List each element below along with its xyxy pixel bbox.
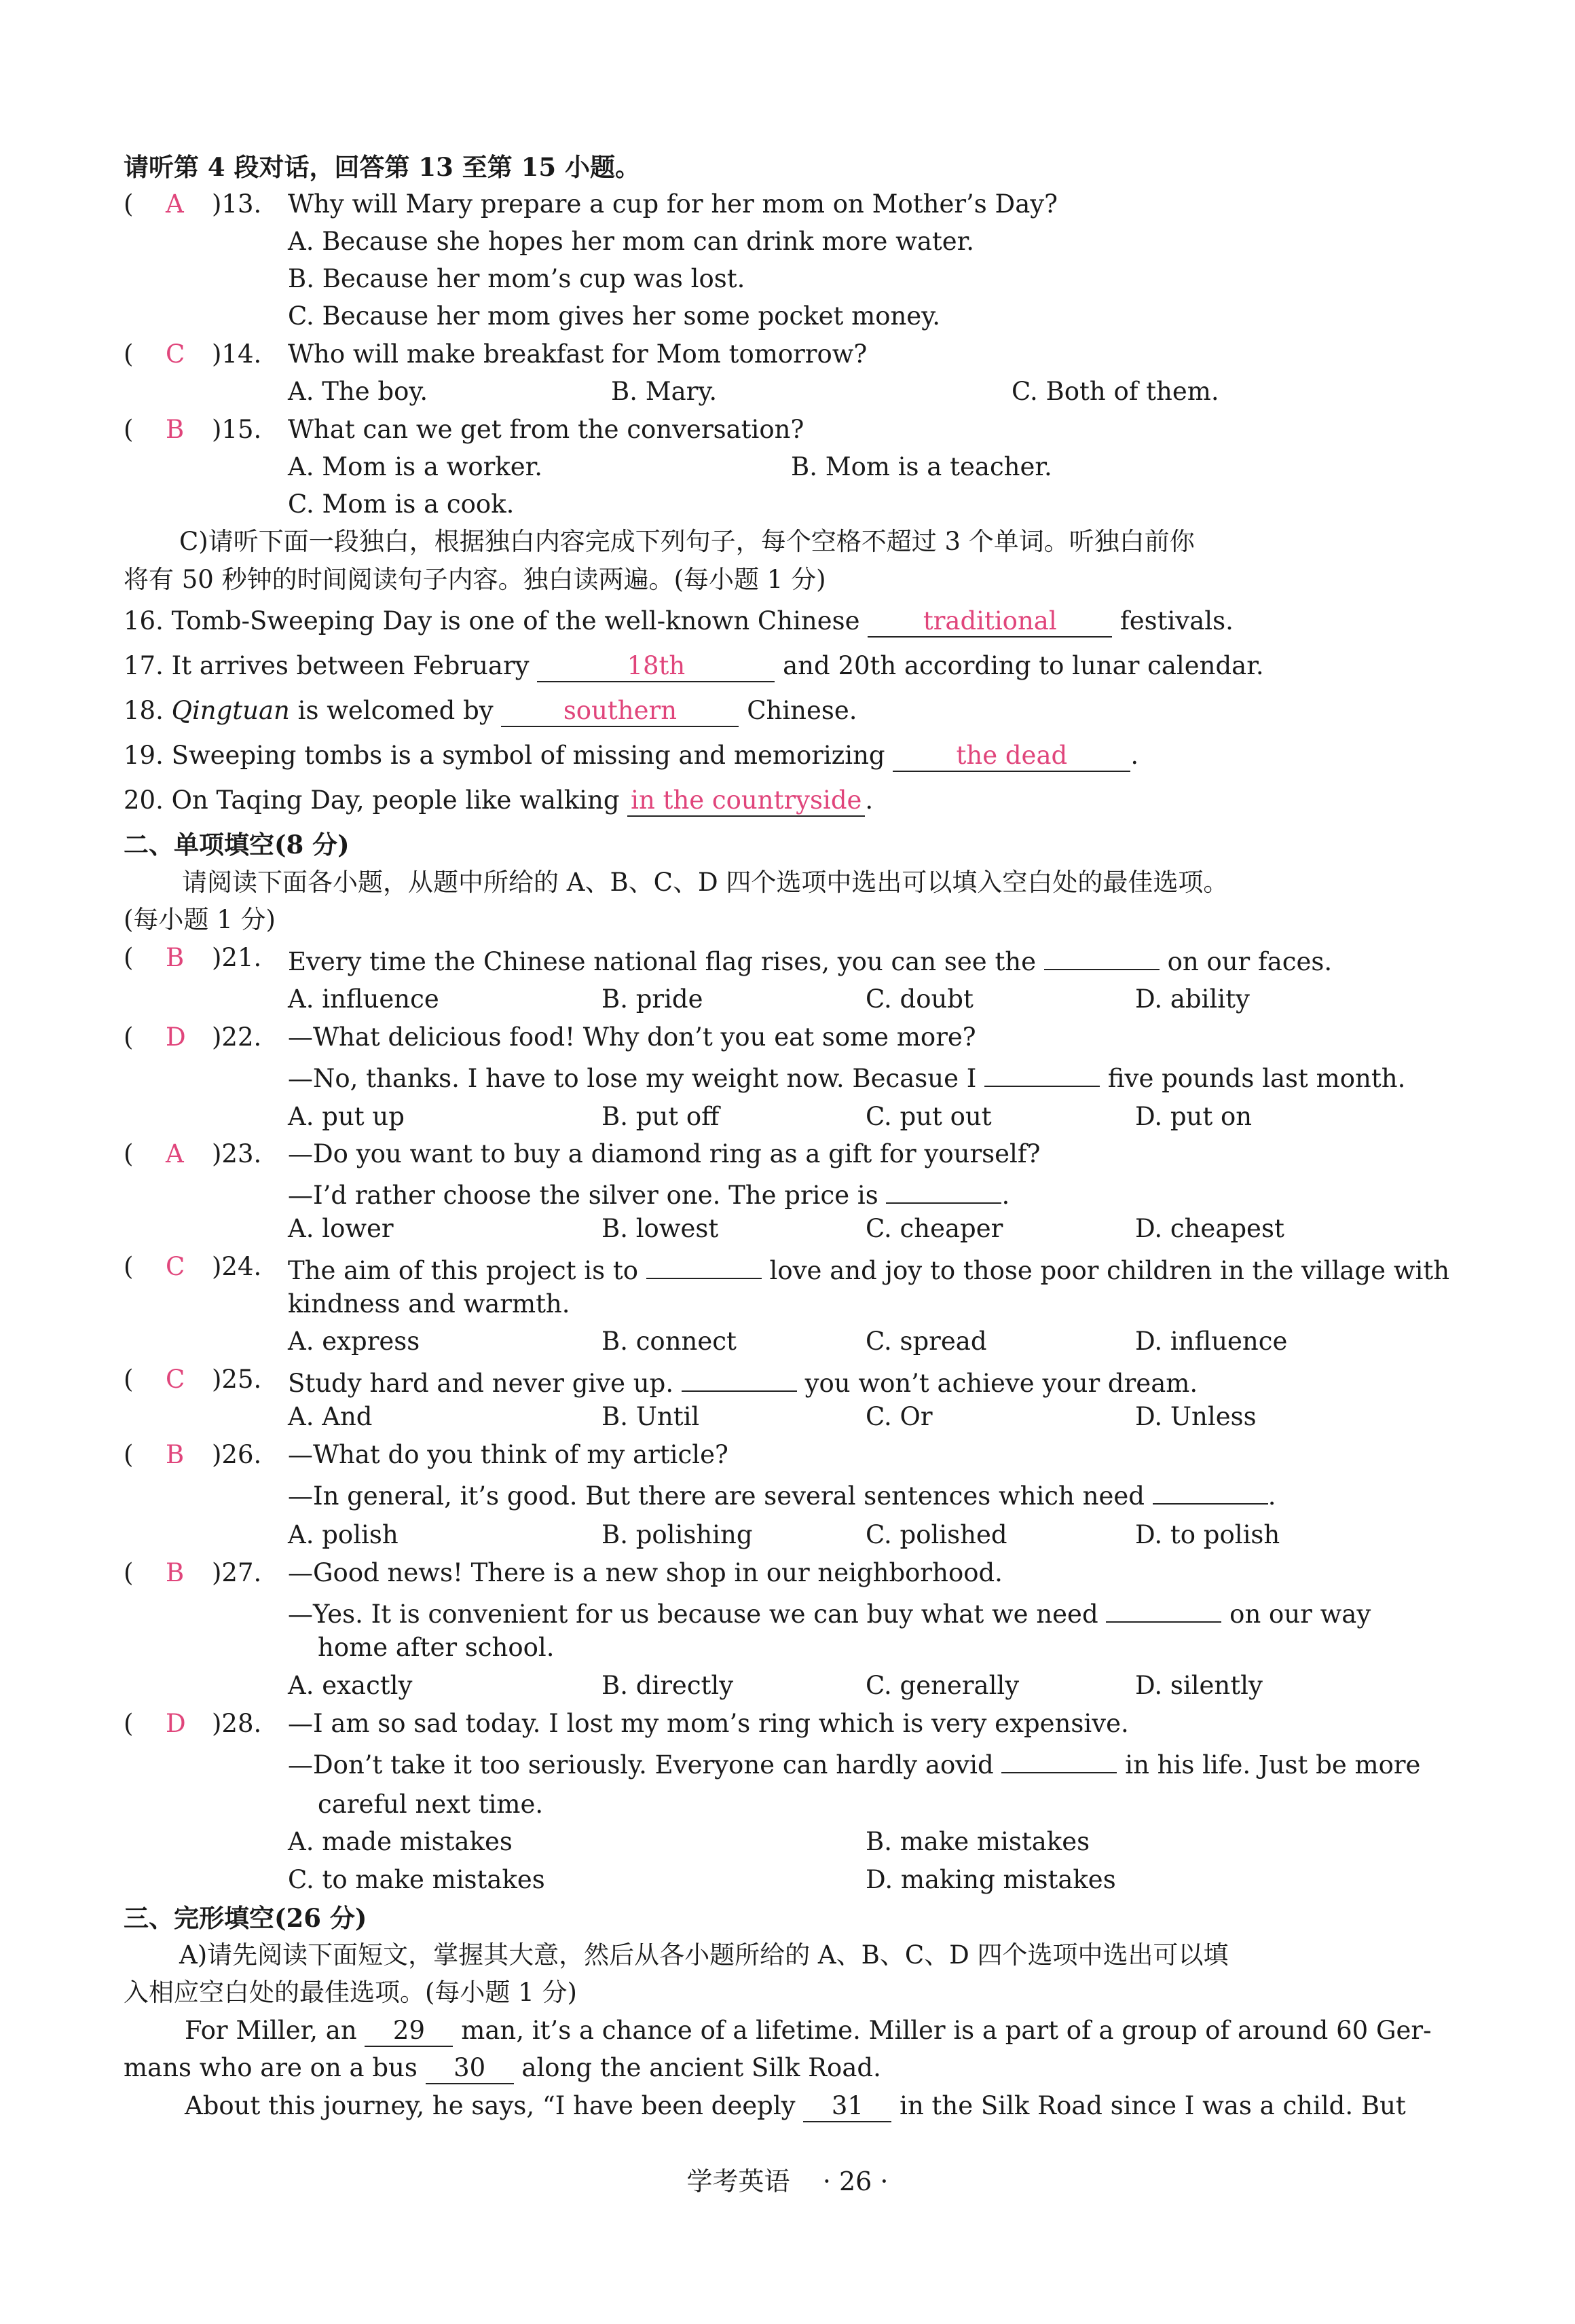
- question-21: ( B )21. Every time the Chinese national flag rises, you can see the on our faces.: [0, 939, 1575, 977]
- option-28b: B. make mistakes: [866, 1827, 1090, 1856]
- option-22d: D. put on: [1135, 1102, 1253, 1131]
- section-3-title: 三、完形填空(26 分): [124, 1903, 367, 1933]
- answer-26: B: [166, 1440, 185, 1469]
- section-2-title: 二、单项填空(8 分): [124, 830, 350, 860]
- blank-21: [1044, 939, 1160, 970]
- question-15-text: What can we get from the conversation?: [288, 415, 804, 444]
- option-22c: C. put out: [866, 1102, 992, 1131]
- option-27a: A. exactly: [288, 1671, 413, 1700]
- option-14c: C. Both of them.: [1012, 377, 1219, 406]
- answer-24: C: [166, 1252, 185, 1281]
- answer-20-blank: in the countryside: [627, 786, 865, 817]
- option-24a: A. express: [288, 1327, 420, 1356]
- option-21c: C. doubt: [866, 984, 974, 1014]
- option-23a: A. lower: [288, 1214, 394, 1243]
- answer-21: B: [166, 943, 185, 972]
- option-15b: B. Mom is a teacher.: [791, 452, 1052, 481]
- blank-22: [984, 1056, 1100, 1087]
- answer-15: B: [166, 415, 185, 444]
- passage-line-3: About this journey, he says, “I have been deeply 31 in the Silk Road since I was a child. But: [0, 2087, 1575, 2125]
- page-footer: [0, 2162, 1575, 2200]
- question-14-text: Who will make breakfast for Mom tomorrow?: [288, 339, 868, 369]
- question-22: ( D )22. —What delicious food! Why don’t you eat some more?: [0, 1018, 1575, 1056]
- question-16: 16. Tomb-Sweeping Day is one of the well-known Chinese traditional festivals.: [0, 602, 1575, 640]
- question-14: ( C )14. Who will make breakfast for Mom tomorrow?: [0, 335, 1575, 373]
- answer-14: C: [166, 339, 185, 369]
- footer-title: 学考英语: [686, 2166, 790, 2196]
- option-24b: B. connect: [601, 1327, 737, 1356]
- section-2-instructions-2: (每小题 1 分): [124, 905, 276, 934]
- option-21d: D. ability: [1135, 984, 1250, 1014]
- question-19: 19. Sweeping tombs is a symbol of missing and memorizing the dead .: [0, 737, 1575, 775]
- blank-31: 31: [803, 2091, 891, 2122]
- worksheet-page: 请听第 4 段对话，回答第 13 至第 15 小题。 ( A )13. Why will Mary prepare a cup for her mom on Mother’s Day? A. Because she hopes her mom can drink more water. B. Because her mom’s cup was lost. C. Because her mom gives her some pocket money. ( C )14. Who will make breakfast for Mom tomorrow? A. The boy. B. Mary. C. Both of them. ( B )15. What can we get from the conversation? A. Mom is a worker. B. Mom is a teacher. C. Mom is a cook. C)请听下面一段独白，根据独白内容完成下列句子，每个空格不超过 3 个单词。听独白前你 将有 50 秒钟的时间阅读句子内容。独白读两遍。(每小题 1 分) 16. Tomb-Sweeping Day is one of the well-known Chinese traditional festivals. 17. It arrives between February 18th and 20th according to lunar calendar. 18. Qingtuan is welcomed by southern Chinese. 19. Sweeping tombs is a symbol of missing and memorizing the dead . 20. On Taqing Day, people like walking in the countryside . 二、单项填空(8 分) 请阅读下面各小题，从题中所给的 A、B、C、D 四个选项中选出可以填入空白处的最佳选项。 (每小题 1 分) ( B )21. Every time the Chinese national flag rises, you can see the on our faces. A. influence B. pride C. doubt D. ability ( D )22. —What delicious food! Why don’t you eat some more? —No, thanks. I have to lose my weight now. Becasue I five pounds last month. A. put up B. put off C. put out D. put on ( A )23. —Do you want to buy a diamond ring as a gift for yourself? —I’d rather choose the silver one. The price is . A. lower B. lowest C. cheaper D. cheapest ( C )24. The aim of this project is to love and joy to those poor children in the village with kindness and warmth. A. express B. connect C. spread D. influence ( C )25. Study hard and never give up. you won’t achieve your dream. A. And B. Until C. Or D. Unless ( B )26. —What do you think of my article? —In general, it’s good. But there are several sentences which need . A. polish B. polishing C. polished D. to polish ( B )27. —Good news! There is a new shop in our neighborhood. —Yes. It is convenient for us because we can buy what we need on our way home after school. A. exactly B. directly C. generally D. silently ( D )28. —I am so sad today. I lost my mom’s ring which is very expensive. —Don’t take it too seriously. Everyone can hardly aovid in his life. Just be more careful next time. A. made mistakes B. make mistakes C. to make mistakes D. making mistakes 三、完形填空(26 分) A)请先阅读下面短文，掌握其大意，然后从各小题所给的 A、B、C、D 四个选项中选出可以填 入相应空白处的最佳选项。(每小题 1 分) For Miller, an 29 man, it’s a chance of a lifetime. Miller is a part of a group of around 60 Ger- mans who are on a bus 30 along the ancient Silk Road. About this journey, he says, “I have been deeply 31 in the Silk Road since I was a child. But 学考英语 · 26 ·: [0, 0, 1575, 2324]
- option-26d: D. to polish: [1135, 1520, 1280, 1549]
- option-26c: C. polished: [866, 1520, 1007, 1549]
- option-28c: C. to make mistakes: [288, 1865, 545, 1894]
- blank-24: [646, 1248, 762, 1279]
- blank-28: [1001, 1742, 1117, 1773]
- option-14b: B. Mary.: [611, 377, 718, 406]
- blank-26: [1153, 1473, 1268, 1505]
- section-3-instructions-1: A)请先阅读下面短文，掌握其大意，然后从各小题所给的 A、B、C、D 四个选项中选出可以填: [179, 1940, 1229, 1970]
- option-27d: D. silently: [1135, 1671, 1263, 1700]
- option-15a: A. Mom is a worker.: [288, 452, 542, 481]
- question-20: 20. On Taqing Day, people like walking in the countryside .: [0, 781, 1575, 819]
- blank-30: 30: [426, 2053, 514, 2084]
- option-22a: A. put up: [288, 1102, 405, 1131]
- option-21a: A. influence: [288, 984, 439, 1014]
- option-28a: A. made mistakes: [288, 1827, 513, 1856]
- section-2-instructions-1: 请阅读下面各小题，从题中所给的 A、B、C、D 四个选项中选出可以填入空白处的最佳选项。: [182, 868, 1229, 897]
- option-21b: B. pride: [601, 984, 703, 1014]
- option-27c: C. generally: [866, 1671, 1020, 1700]
- option-26a: A. polish: [288, 1520, 399, 1549]
- option-26b: B. polishing: [601, 1520, 753, 1549]
- option-23b: B. lowest: [601, 1214, 719, 1243]
- option-15c: C. Mom is a cook.: [288, 490, 515, 519]
- option-13c: C. Because her mom gives her some pocket money.: [288, 301, 940, 331]
- question-13-text: Why will Mary prepare a cup for her mom on Mother’s Day?: [288, 189, 1058, 219]
- option-25b: B. Until: [601, 1402, 700, 1431]
- option-25c: C. Or: [866, 1402, 933, 1431]
- answer-27: B: [166, 1558, 185, 1587]
- option-25d: D. Unless: [1135, 1402, 1257, 1431]
- blank-23: [886, 1173, 1001, 1204]
- question-24: ( C )24. The aim of this project is to love and joy to those poor children in the village with: [0, 1248, 1575, 1286]
- passage-line-1: For Miller, an 29 man, it’s a chance of a lifetime. Miller is a part of a group of around 60 Ger-: [0, 2012, 1575, 2050]
- question-25: ( C )25. Study hard and never give up. you won’t achieve your dream.: [0, 1361, 1575, 1399]
- answer-28: D: [166, 1709, 186, 1738]
- question-26: ( B )26. —What do you think of my article?: [0, 1436, 1575, 1474]
- question-18: 18. Qingtuan is welcomed by southern Chinese.: [0, 692, 1575, 730]
- option-13a: A. Because she hopes her mom can drink more water.: [288, 227, 975, 256]
- qingtuan-term: Qingtuan: [171, 696, 290, 725]
- option-14a: A. The boy.: [288, 377, 428, 406]
- answer-13: A: [166, 189, 184, 219]
- question-15: ( B )15. What can we get from the conversation?: [0, 411, 1575, 449]
- blank-27: [1106, 1591, 1221, 1623]
- option-24d: D. influence: [1135, 1327, 1288, 1356]
- answer-17-blank: 18th: [537, 651, 775, 682]
- option-22b: B. put off: [601, 1102, 720, 1131]
- option-24c: C. spread: [866, 1327, 987, 1356]
- question-28: ( D )28. —I am so sad today. I lost my mom’s ring which is very expensive.: [0, 1705, 1575, 1743]
- answer-18-blank: southern: [501, 696, 739, 727]
- answer-22: D: [166, 1022, 186, 1052]
- part-c-instructions-2: 将有 50 秒钟的时间阅读句子内容。独白读两遍。(每小题 1 分): [124, 565, 826, 594]
- page-number: · 26 ·: [822, 2166, 889, 2196]
- passage-line-2: mans who are on a bus 30 along the ancient Silk Road.: [0, 2049, 1575, 2087]
- section-3-instructions-2: 入相应空白处的最佳选项。(每小题 1 分): [124, 1978, 577, 2007]
- answer-19-blank: the dead: [893, 741, 1130, 772]
- option-27b: B. directly: [601, 1671, 734, 1700]
- question-27: ( B )27. —Good news! There is a new shop in our neighborhood.: [0, 1554, 1575, 1592]
- question-17: 17. It arrives between February 18th and 20th according to lunar calendar.: [0, 647, 1575, 685]
- blank-29: 29: [365, 2016, 453, 2047]
- option-23d: D. cheapest: [1135, 1214, 1284, 1243]
- answer-16-blank: traditional: [868, 606, 1112, 638]
- part-c-instructions-1: C)请听下面一段独白，根据独白内容完成下列句子，每个空格不超过 3 个单词。听独白前你: [179, 527, 1195, 556]
- question-23: ( A )23. —Do you want to buy a diamond ring as a gift for yourself?: [0, 1135, 1575, 1173]
- question-13: ( A )13. Why will Mary prepare a cup for her mom on Mother’s Day?: [0, 185, 1575, 223]
- answer-25: C: [166, 1365, 185, 1394]
- option-28d: D. making mistakes: [866, 1865, 1116, 1894]
- answer-23: A: [166, 1139, 184, 1168]
- blank-25: [682, 1361, 797, 1392]
- option-13b: B. Because her mom’s cup was lost.: [288, 264, 745, 293]
- section-heading-listening-4: 请听第 4 段对话，回答第 13 至第 15 小题。: [124, 152, 641, 182]
- option-23c: C. cheaper: [866, 1214, 1003, 1243]
- option-25a: A. And: [288, 1402, 373, 1431]
